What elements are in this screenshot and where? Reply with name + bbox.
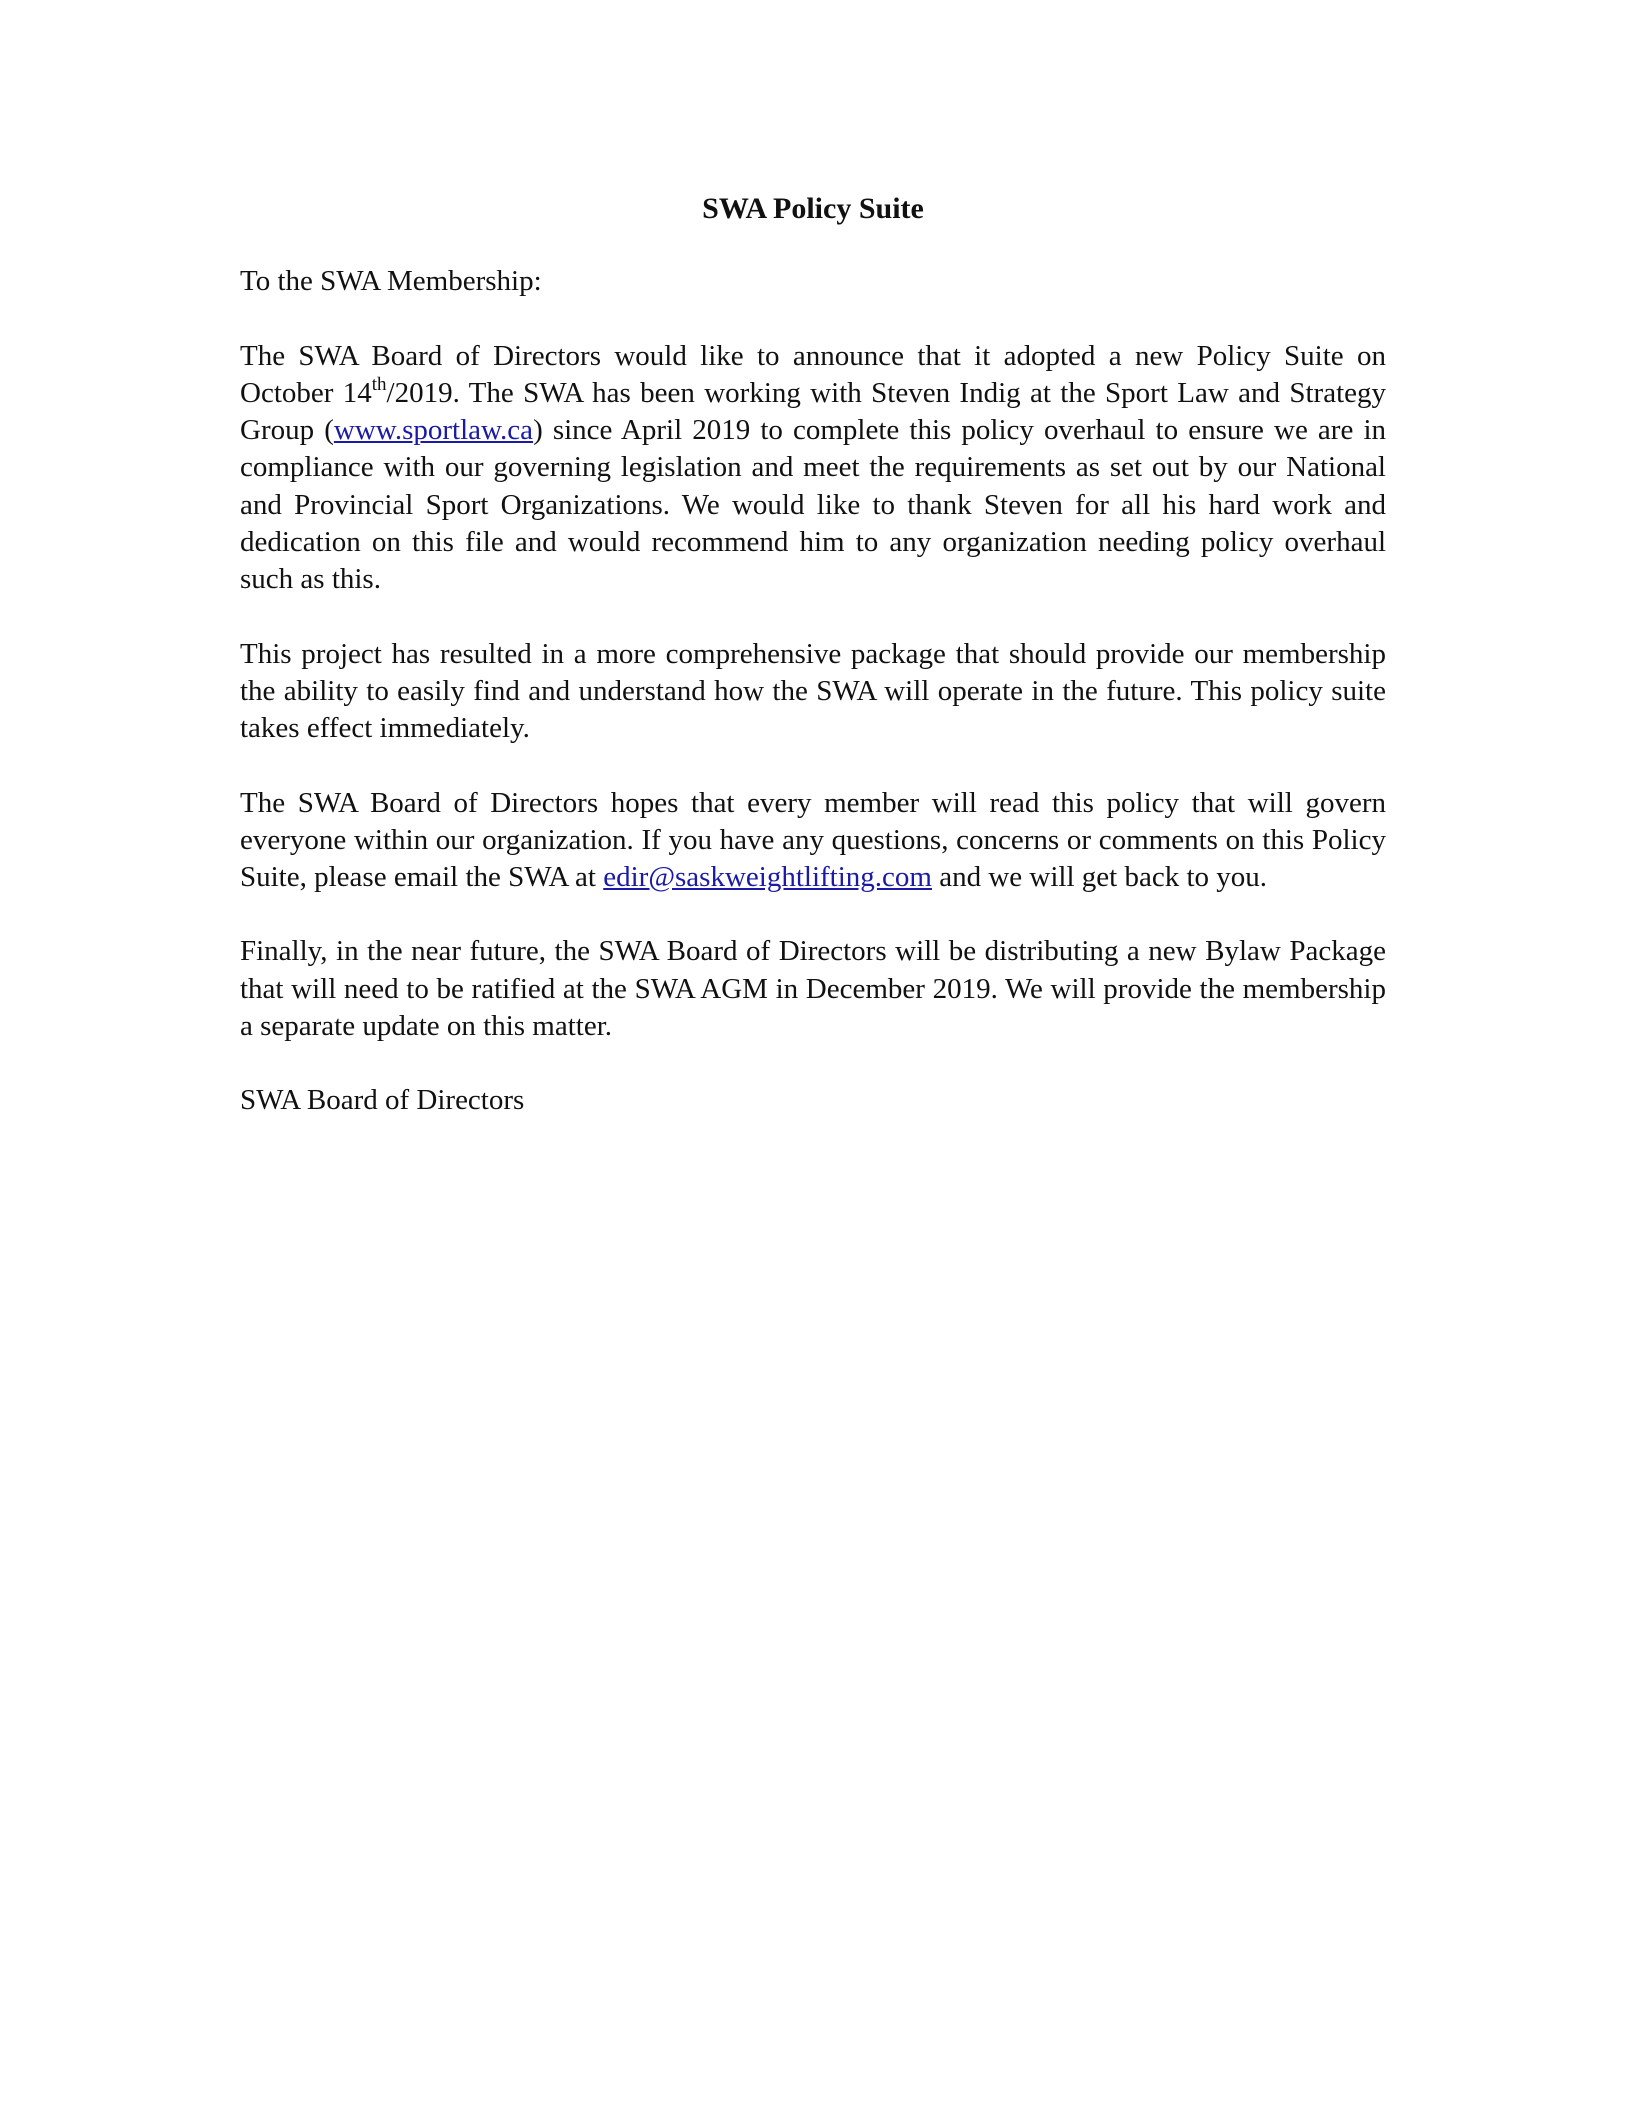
ordinal-suffix: th xyxy=(371,374,387,396)
email-link[interactable]: edir@saskweightlifting.com xyxy=(603,861,932,894)
paragraph-announcement xyxy=(240,338,1386,599)
paragraph-announcement-text-b: /2019. The SWA has been working with Steven Indig at the Sport Law and Strategy Group ( xyxy=(240,376,1387,447)
salutation: To the SWA Membership: xyxy=(240,265,542,298)
signoff: SWA Board of Directors xyxy=(240,1084,525,1117)
paragraph-questions-text-a: The SWA Board of Directors hopes that every member will read this policy that will govern everyone within our organization. If you have any questions, concerns or comments on this Policy Suite, please email the SWA at xyxy=(240,786,1386,894)
document-title: SWA Policy Suite xyxy=(702,192,924,225)
letter-body xyxy=(240,190,1386,1120)
paragraph-project: This project has resulted in a more comprehensive package that should provide our membership the ability to easily find and understand how the SWA will operate in the future. This policy suite takes effect immediately. xyxy=(240,637,1386,745)
sportlaw-link[interactable]: www.sportlaw.ca xyxy=(333,414,534,447)
paragraph-questions-text-b: and we will get back to you. xyxy=(931,861,1267,894)
paragraph-questions xyxy=(240,785,1386,897)
paragraph-bylaw: Finally, in the near future, the SWA Board of Directors will be distributing a new Bylaw Package that will need to be ratified at the SWA AGM in December 2019. We will provide the membership a separate update on this matter. xyxy=(240,935,1386,1043)
paragraph-announcement-text-a: The SWA Board of Directors would like to announce that it adopted a new Policy Suite on October 14 xyxy=(240,339,1386,409)
paragraph-announcement-text-c: ) since April 2019 to complete this policy overhaul to ensure we are in compliance with our governing legislation and meet the requirements as set out by our National and Provincial Sport Organizations. We would like to thank Steven for all his hard work and dedication on this file and would recommend him to any organization needing policy overhaul such as this. xyxy=(240,414,1386,596)
